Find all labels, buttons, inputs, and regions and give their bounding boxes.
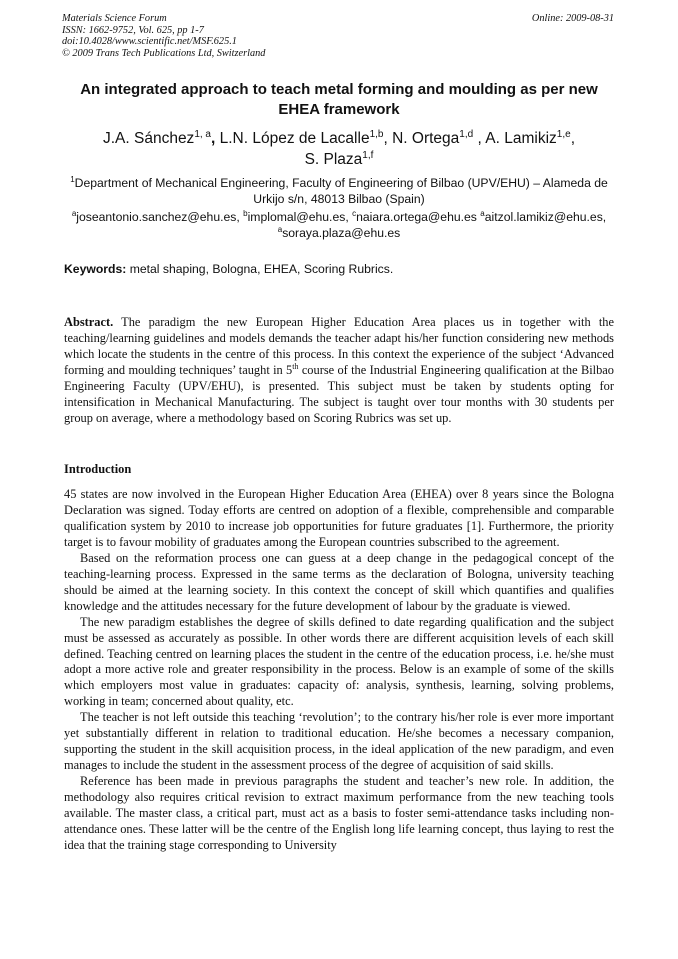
introduction-body [64,487,614,854]
email-sup: c [352,208,357,218]
author-affil-sup: 1,e [556,128,571,140]
paragraph: 45 states are now involved in the European Higher Education Area (EHEA) over 8 years since the Bologna Declaration was signed. Today efforts are centred on adoption of a flexible, comprehensible and comparable qualification system by 2010 to increase job opportunities for future graduates [1]. Furthermore, the priority target is to favour mobility of graduates among the European countries subscribed to the agreement. [64,487,614,549]
email-sup: a [71,208,77,218]
journal-header [62,13,265,59]
abstract [64,315,614,427]
author-name: L.N. López de Lacalle [219,130,370,147]
issn-line: ISSN: 1662-9752, Vol. 625, pp 1-7 [62,24,204,36]
author-list: J.A. Sánchez$^{1, a}$, L.N. López de Lacalle$^{1,b}$, N. Ortega$^{1,d}$ , A. Lamikiz$^{1,e}$, S. Plaza$^{1,f}$ [102,128,575,168]
paragraph: The teacher is not left outside this teaching ‘revolution’; to the contrary his/her role is ever more important yet substantially different in relation to traditional education. He/she becomes a necessary companion, supporting the student in the skill acquisition process, in the ideal application of the new paradigm, and even manages to include the student in the assessment process of the degree of acquisition of said skills. [64,710,614,773]
email-link[interactable]: joseantonio.sanchez@ehu.es, [76,210,240,224]
affiliation-sup: 1 [70,174,75,184]
email-list [64,209,614,241]
section-heading: Introduction [64,462,132,476]
online-date: Online: 2009-08-31 [531,13,614,24]
doi-line: doi:10.4028/www.scientific.net/MSF.625.1 [62,36,237,48]
abstract-text: The paradigm the new European Higher Education Area places us in together with the teaching/learning guidelines and models demands the teacher adapt his/her function considering new methods which locate the students in the centre of this process. In this context the experience of the subject ‘Advanced forming and moulding techniques’ taught in 5 [64,315,614,377]
author-affil-sup: 1, a [194,128,211,140]
keywords-label: Keywords: [64,262,127,276]
author-name: J.A. Sánchez [102,130,195,147]
email-sup: a [277,224,283,234]
author-name: N. Ortega [392,130,460,147]
abstract-label: Abstract. [64,315,114,329]
journal-name: Materials Science Forum [62,13,167,24]
paragraph: The new paradigm establishes the degree of skills defined to date regarding qualification and the subject must be assessed as accurately as possible. In other words there are different acquisition levels of each skill defined. Teaching centred on learning places the student in the centre of the education process, i.e. he/she must adopt a more active role and greater responsibility in the process. Below is an example of some of the skills which employers most value in graduates: capacity of: analysis, synthesis, learning, solving problems, working in team; concerned about quality, etc. [64,614,614,709]
email-link[interactable]: implomal@ehu.es, [247,210,349,224]
affiliation [64,175,614,207]
email-link[interactable]: aitzol.lamikiz@ehu.es, [484,210,607,224]
paragraph: Based on the reformation process one can guess at a deep change in the pedagogical concept of the teaching-learning process. Expressed in the same terms as the declaration of Bologna, university teaching should be aimed at the learning society. In this context the concept of skill which quantifies and qualifies knowledge and the attitudes necessary for the future development of labour by the graduate is viewed. [64,550,614,613]
author-name: S. Plaza [304,151,363,168]
keywords-text: metal shaping, Bologna, EHEA, Scoring Rubrics. [129,262,394,276]
abstract-sup: th [292,361,299,371]
keywords [64,261,614,277]
copyright-line: © 2009 Trans Tech Publications Ltd, Switzerland [62,47,266,59]
email-link[interactable]: naiara.ortega@ehu.es [356,210,477,224]
abstract-text: course of the Industrial Engineering qualification at the Bilbao Engineering Faculty (UPV/EHU), is presented. This subject must be taken by students opting for intensification in Mechanical Manufacturing. The subject is taught over tour months with 30 students per group on average, where a methodology based on Scoring Rubrics was set up. [64,362,614,425]
email-sup: a [480,208,485,218]
email-sup: b [243,208,248,218]
email-link[interactable]: soraya.plaza@ehu.es [282,226,401,240]
paragraph: Reference has been made in previous paragraphs the student and teacher’s new role. In addition, the methodology also requires critical revision to extract maximum performance from the new teaching tools available. The master class, a critical part, must act as a basis to foster semi-attendance tasks including non-attendance ones. These latter will be the centre of the English long life learning concept, thus laying to rest the idea that the training stage corresponding to University [64,774,614,852]
author-affil-sup: 1,d [459,128,474,140]
author-affil-sup: 1,b [369,128,384,140]
author-affil-sup: 1,f [362,149,374,161]
author-name: A. Lamikiz [485,130,557,147]
paper-title: An integrated approach to teach metal forming and moulding as per new EHEA framework [80,81,598,118]
affiliation-text: Department of Mechanical Engineering, Faculty of Engineering of Bilbao (UPV/EHU) – Alameda de Urkijo s/n, 48013 Bilbao (Spain) [74,176,608,206]
